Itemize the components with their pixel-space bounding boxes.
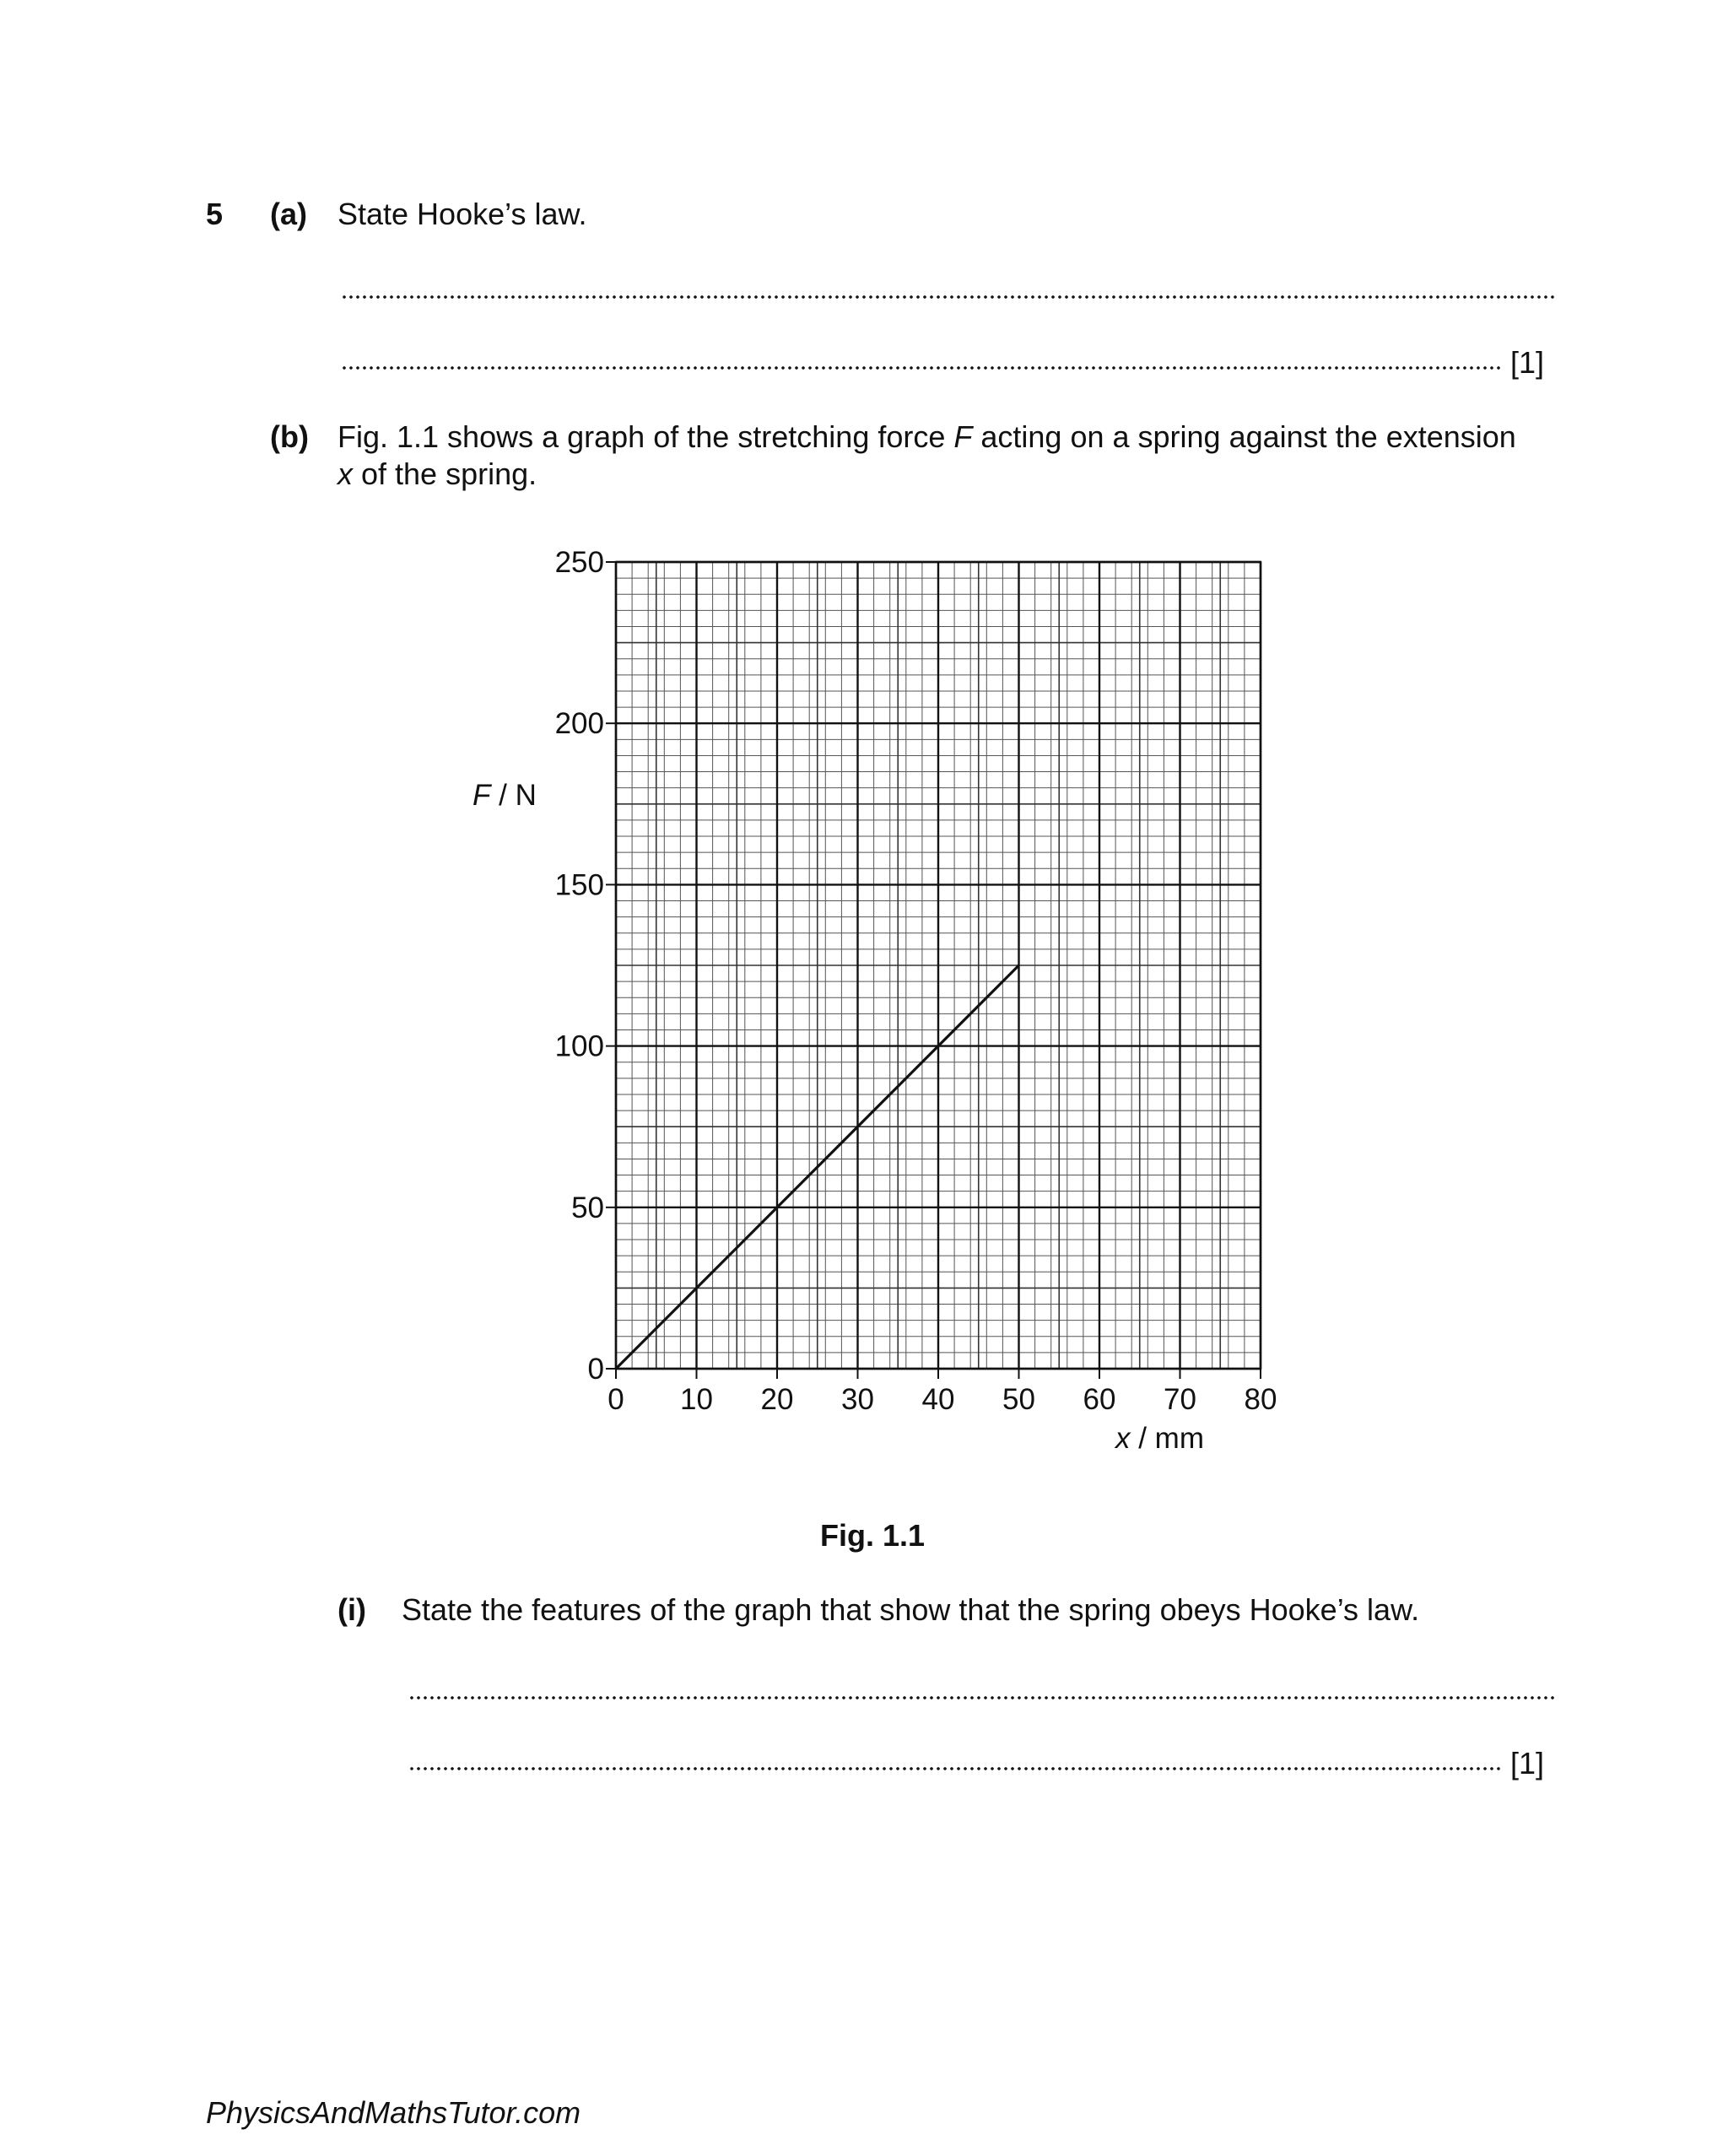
x-tick-label: 30 (841, 1383, 874, 1416)
y-axis-var: F (472, 779, 491, 812)
x-axis-unit: / mm (1130, 1422, 1204, 1455)
part-b-text-2: acting on a spring against the extension (972, 419, 1516, 454)
footer-watermark: PhysicsAndMathsTutor.com (206, 2095, 581, 2130)
y-tick-label: 100 (554, 1029, 604, 1063)
x-tick-label: 10 (680, 1383, 713, 1416)
y-tick-label: 150 (554, 868, 604, 902)
part-a-prompt: State Hooke’s law. (338, 197, 587, 231)
part-a-label: (a) (270, 197, 307, 231)
part-b-var-f: F (953, 419, 973, 454)
sub-i-prompt: State the features of the graph that show that the spring obeys Hooke’s law. (402, 1592, 1420, 1627)
x-tick-label: 50 (1002, 1383, 1035, 1416)
part-a-marks: [1] (1510, 345, 1545, 380)
sub-i-marks: [1] (1510, 1746, 1545, 1780)
y-tick-label: 200 (554, 707, 604, 741)
x-tick-label: 80 (1244, 1383, 1277, 1416)
y-tick-label: 50 (571, 1191, 604, 1224)
part-b-label: (b) (270, 419, 309, 454)
x-tick-label: 60 (1083, 1383, 1116, 1416)
part-b-text-3: of the spring. (353, 457, 537, 491)
y-tick-label: 250 (554, 546, 604, 579)
part-b-var-x: x (338, 457, 353, 491)
question-number: 5 (206, 197, 224, 231)
y-tick-label: 0 (587, 1353, 604, 1386)
y-axis-unit: / N (490, 779, 537, 812)
x-tick-label: 0 (608, 1383, 624, 1416)
answer-line-i-2[interactable] (408, 1765, 1504, 1772)
x-tick-label: 70 (1164, 1383, 1196, 1416)
figure-caption: Fig. 1.1 (820, 1518, 926, 1553)
x-axis-var: x (1115, 1422, 1131, 1455)
answer-line-i-1[interactable] (408, 1694, 1554, 1701)
part-b-text-1: Fig. 1.1 shows a graph of the stretching force (338, 419, 954, 454)
sub-i-label: (i) (338, 1592, 366, 1627)
x-tick-label: 20 (760, 1383, 794, 1416)
y-axis-label (472, 779, 537, 812)
x-tick-label: 40 (921, 1383, 955, 1416)
x-axis-label (1114, 1422, 1204, 1455)
